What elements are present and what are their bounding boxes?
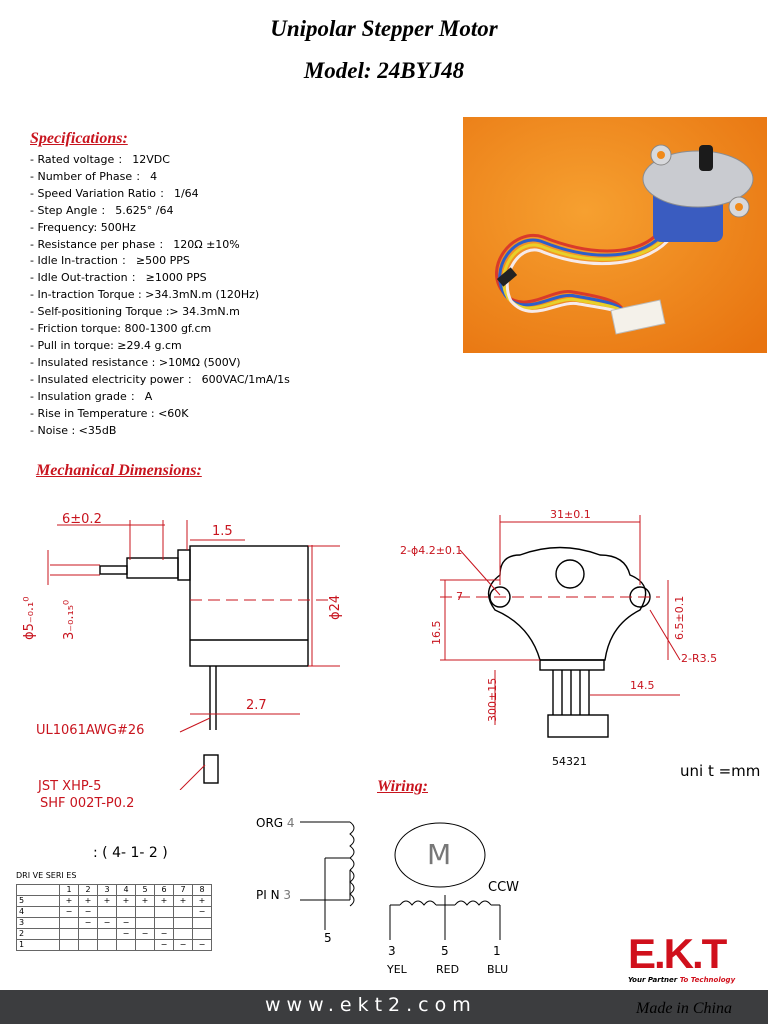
spec-item: - Speed Variation Ratio ： 1/64 <box>30 186 199 200</box>
spec-item: - Self-positioning Torque :> 34.3mN.m <box>30 305 240 319</box>
wire-org <box>256 816 295 830</box>
dim-31: 31±0.1 <box>550 508 591 521</box>
dim-phi5: ϕ5₋₀.₁⁰ <box>22 596 37 640</box>
dim-3: 3₋₀.₁₅⁰ <box>62 599 77 640</box>
drive-cell: + <box>98 896 117 907</box>
drive-cell: + <box>193 896 212 907</box>
drive-cell <box>136 940 155 951</box>
drive-cell <box>193 929 212 940</box>
wire-org-label: ORG <box>256 816 284 830</box>
drive-cell <box>98 929 117 940</box>
drive-cell <box>79 940 98 951</box>
spec-item: - Pull in torque: ≥29.4 g.cm <box>30 338 182 352</box>
wire-pin-label: PI N <box>256 888 280 902</box>
drive-row <box>17 918 212 929</box>
spec-item: - Noise : <35dB <box>30 423 117 437</box>
pin-numbers: 54321 <box>552 755 587 768</box>
drive-cell <box>155 907 174 918</box>
drive-cell <box>155 918 174 929</box>
drive-cell <box>174 929 193 940</box>
wiring-heading: Wiring: <box>377 778 428 795</box>
drive-cell: + <box>60 896 79 907</box>
drive-cell <box>79 929 98 940</box>
drive-row-label: 4 <box>17 907 60 918</box>
drive-cell: − <box>117 929 136 940</box>
wire-5b-number: 5 <box>441 944 449 958</box>
drive-col-header: 5 <box>136 885 155 896</box>
drive-cell: + <box>79 896 98 907</box>
specifications-list <box>30 152 290 439</box>
front-view-drawing <box>400 500 760 760</box>
spec-item: - Step Angle ： 5.625° /64 <box>30 203 174 217</box>
drive-cell <box>174 907 193 918</box>
dim-6-5: 6.5±0.1 <box>673 595 686 640</box>
drive-cell <box>193 918 212 929</box>
drive-row-label: 2 <box>17 929 60 940</box>
wire-pin-number: 3 <box>283 888 292 902</box>
specifications-heading: Specifications: <box>30 130 128 147</box>
spec-item: - In-traction Torque : >34.3mN.m (120Hz) <box>30 288 260 302</box>
drive-header-row <box>17 885 212 896</box>
spec-item: - Number of Phase ： 4 <box>30 169 158 183</box>
drive-col-header: 3 <box>98 885 117 896</box>
drive-row <box>17 940 212 951</box>
made-in-label: Made in China <box>636 1000 732 1017</box>
drive-col-header: 7 <box>174 885 193 896</box>
drive-corner-cell <box>17 885 60 896</box>
drive-col-header: 8 <box>193 885 212 896</box>
drive-cell <box>98 907 117 918</box>
document-title: Unipolar Stepper Motor <box>270 16 498 41</box>
drive-row-label: 5 <box>17 896 60 907</box>
drive-cell: − <box>174 940 193 951</box>
ekt-tagline <box>628 976 735 984</box>
drive-series-table <box>16 884 212 951</box>
spec-item: - Insulation grade ： A <box>30 389 153 403</box>
drive-cell: − <box>155 940 174 951</box>
drive-cell: + <box>136 896 155 907</box>
drive-col-header: 1 <box>60 885 79 896</box>
connector-label-1: JST XHP-5 <box>38 779 102 794</box>
wire-3-number: 3 <box>388 944 396 958</box>
drive-cell: + <box>117 896 136 907</box>
tagline-part-b: To Technology <box>679 976 736 984</box>
drive-col-header: 6 <box>155 885 174 896</box>
dim-holes: 2-ϕ4.2±0.1 <box>400 544 463 557</box>
website-url[interactable]: www.ekt2.com <box>265 994 477 1016</box>
mechanical-heading: Mechanical Dimensions: <box>36 462 202 479</box>
spec-item: - Idle In-traction ： ≥500 PPS <box>30 254 190 268</box>
wire-1-number: 1 <box>493 944 501 958</box>
motor-symbol: M <box>427 838 452 871</box>
wire-5-label: 5 <box>324 931 332 945</box>
ccw-label: CCW <box>488 880 520 895</box>
drive-cell <box>117 907 136 918</box>
drive-row-label: 1 <box>17 940 60 951</box>
drive-cell: − <box>193 907 212 918</box>
drive-cell: + <box>174 896 193 907</box>
dim-16-5: 16.5 <box>430 620 443 645</box>
ekt-logo <box>624 930 766 990</box>
drive-cell <box>174 918 193 929</box>
drive-cell <box>60 940 79 951</box>
drive-cell <box>136 907 155 918</box>
drive-cell: − <box>193 940 212 951</box>
drive-cell: − <box>155 929 174 940</box>
wire-org-number: 4 <box>286 816 295 830</box>
wire-red-label: RED <box>436 963 460 976</box>
spec-item: - Insulated resistance : >10MΩ (500V) <box>30 355 241 369</box>
spec-item: - Idle Out-traction ： ≥1000 PPS <box>30 271 207 285</box>
connector-label-2: SHF 002T-P0.2 <box>40 796 135 811</box>
drive-series-title: DRI VE SERI ES <box>16 871 77 880</box>
drive-cell: − <box>79 918 98 929</box>
dim-7: 7 <box>456 590 463 603</box>
drive-cell: − <box>136 929 155 940</box>
spec-item: - Resistance per phase ： 120Ω ±10% <box>30 237 240 251</box>
dim-14-5: 14.5 <box>630 679 655 692</box>
wire-label: UL1061AWG#26 <box>36 723 145 738</box>
drive-row-label: 3 <box>17 918 60 929</box>
drive-sequence: : ( 4- 1- 2 ) <box>93 845 168 861</box>
ekt-logo-text: E.K.T <box>628 930 726 977</box>
drive-cell <box>117 940 136 951</box>
drive-row <box>17 929 212 940</box>
side-view-drawing <box>0 490 370 790</box>
spec-item: - Rated voltage ： 12VDC <box>30 153 170 166</box>
dim-r35: 2-R3.5 <box>681 652 718 665</box>
drive-cell: − <box>98 918 117 929</box>
tagline-part-a: Your Partner <box>628 976 678 984</box>
wire-pin <box>256 888 291 902</box>
wire-blu-label: BLU <box>487 963 509 976</box>
drive-cell: − <box>60 907 79 918</box>
dim-300: 300±15 <box>486 677 499 722</box>
motor-photo <box>463 117 767 353</box>
spec-item: - Friction torque: 800-1300 gf.cm <box>30 322 212 336</box>
spec-item: - Rise in Temperature : <60K <box>30 406 189 420</box>
drive-col-header: 2 <box>79 885 98 896</box>
drive-cell <box>60 918 79 929</box>
unit-label: uni t =mm <box>680 762 761 780</box>
drive-row <box>17 907 212 918</box>
drive-cell: + <box>155 896 174 907</box>
drive-cell: − <box>79 907 98 918</box>
drive-row <box>17 896 212 907</box>
spec-item: - Frequency: 500Hz <box>30 220 136 234</box>
spec-item: - Insulated electricity power ： 600VAC/1mA/1s <box>30 372 290 386</box>
drive-col-header: 4 <box>117 885 136 896</box>
dim-6: 6±0.2 <box>62 512 102 527</box>
dim-phi24: ϕ24 <box>328 594 343 620</box>
dim-2-7: 2.7 <box>246 698 267 713</box>
model-title: Model: 24BYJ48 <box>303 58 465 83</box>
dim-1-5: 1.5 <box>212 524 233 539</box>
drive-cell <box>136 918 155 929</box>
drive-cell: − <box>117 918 136 929</box>
drive-cell <box>98 940 117 951</box>
drive-cell <box>60 929 79 940</box>
wire-yel-label: YEL <box>387 963 407 976</box>
